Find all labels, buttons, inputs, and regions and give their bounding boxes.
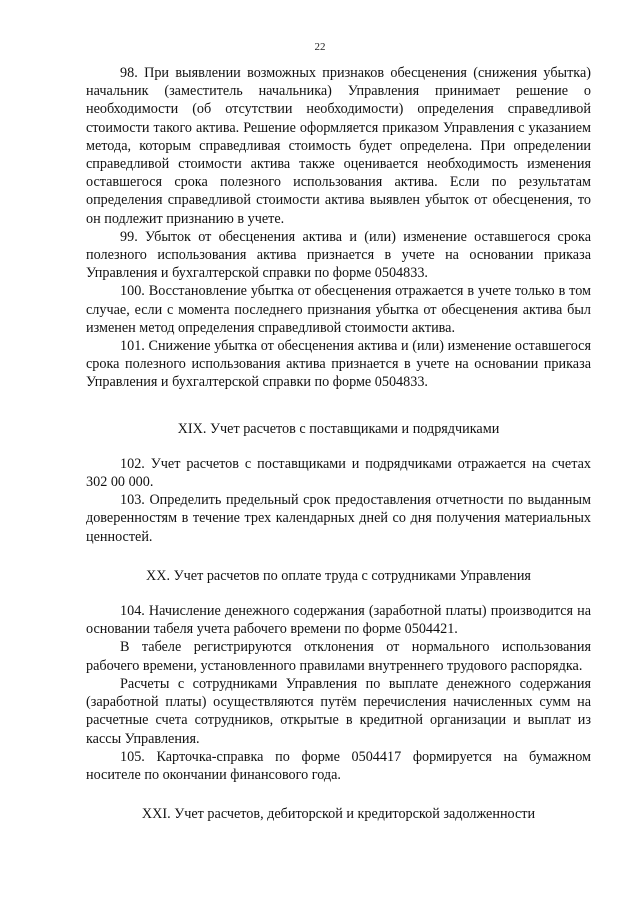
paragraph-100: 100. Восстановление убытка от обесценения отражается в учете только в том случае, если с момента последнего признания убытка от обесценения актива был изменен метод определения справедливой стоимости актива. [86, 283, 591, 336]
paragraph-105: 105. Карточка-справка по форме 0504417 формируется на бумажном носителе по окончании финансового года. [86, 748, 591, 783]
paragraph-payments: Расчеты с сотрудниками Управления по выплате денежного содержания (заработной платы) осуществляются путём перечисления начисленных сумм на расчетные счета сотрудников, открытые в кредитной организации и выплат из кассы Управления. [86, 675, 591, 747]
page-number: 22 [314, 41, 326, 53]
section-heading-xx: XX. Учет расчетов по оплате труда с сотрудниками Управления [146, 567, 531, 584]
paragraph-timesheet: В табеле регистрируются отклонения от нормального использования рабочего времени, установленного правилами внутреннего трудового распорядка. [86, 639, 591, 674]
paragraph-101: 101. Снижение убытка от обесценения актива и (или) изменение оставшегося срока полезного использования актива признается в учете на основании приказа Управления и бухгалтерской справки по форме 0504833. [86, 338, 591, 391]
paragraph-103: 103. Определить предельный срок предоставления отчетности по выданным доверенностям в течение трех календарных дней со дня получения материальных ценностей. [86, 492, 591, 545]
paragraph-98: 98. При выявлении возможных признаков обесценения (снижения убытка) начальник (заместитель начальника) Управления принимает решение о необходимости (об отсутствии необходимости) определения справедливой стоимости такого актива. Решение оформляется приказом Управления с указанием метода, которым справедливая стоимость будет определена. При определении справедливой стоимости актива также оценивается необходимость изменения оставшегося срока полезного использования актива. Если по результатам определения справедливой стоимости актива выявлен убыток от обесценения, то он подлежит признанию в учете. [86, 65, 591, 227]
paragraph-104: 104. Начисление денежного содержания (заработной платы) производится на основании табеля учета рабочего времени по форме 0504421. [86, 603, 591, 638]
document-body [86, 64, 591, 823]
section-heading-xxi: XXI. Учет расчетов, дебиторской и кредиторской задолженности [141, 806, 536, 823]
section-heading-xix: XIX. Учет расчетов с поставщиками и подрядчиками [177, 420, 500, 437]
paragraph-102: 102. Учет расчетов с поставщиками и подрядчиками отражается на счетах 302 00 000. [86, 455, 591, 491]
paragraph-99: 99. Убыток от обесценения актива и (или) изменение оставшегося срока полезного использования актива признается в учете на основании приказа Управления и бухгалтерской справки по форме 0504833. [86, 228, 591, 282]
